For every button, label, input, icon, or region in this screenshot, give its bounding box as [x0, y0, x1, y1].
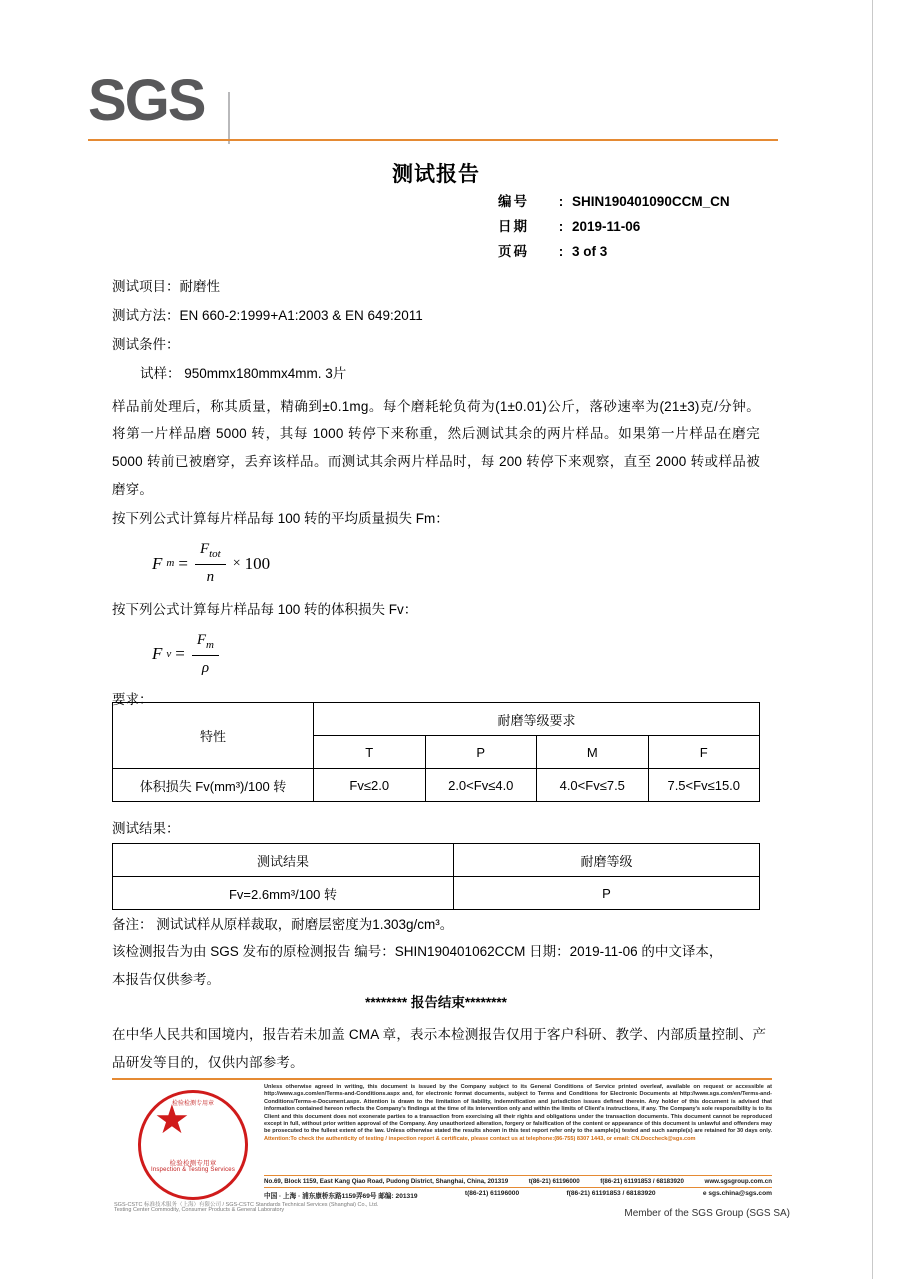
- logo-tick-decoration: [228, 92, 230, 144]
- formula-fv-lhs: F: [152, 643, 163, 663]
- req-row-label: 体积损失 Fv(mm³)/100 转: [113, 769, 314, 802]
- res-header-result: 测试结果: [113, 844, 454, 877]
- table-row: [113, 844, 760, 877]
- table-row: [113, 769, 760, 802]
- stamp-company-line: SGS-CSTC 标准技术服务（上海）有限公司 / SGS-CSTC Standards Technical Services (Shanghai) Co., Ltd.: [114, 1202, 379, 1208]
- address-rule-top: [264, 1175, 772, 1176]
- fine-print-paragraph: Unless otherwise agreed in writing, this document is issued by the Company subject to its General Conditions of Service printed overleaf, available on request or accessible at http://www.sgs.com/en/Terms-and-Conditions.aspx and, for electronic format documents, subject to Terms and Conditions for Electronic Documents at http://www.sgs.com/en/Terms-and-Conditions/Terms-e-Document.aspx. Attention is drawn to the limitation of liability, indemnification and jurisdiction issues defined therein. Any holder of this document is advised that information contained hereon reflects the Company's findings at the time of its intervention only and within the limits of Client's instructions, if any. The Company's sole responsibility is to its Client and this document does not exonerate parties to a transaction from exercising all their rights and obligations under the transaction documents. This document cannot be reproduced except in full, without prior written approval of the Company. Any unauthorized alteration, forgery or falsification of the content or appearance of this document is unlawful and offenders may be prosecuted to the fullest extent of the law. Unless otherwise stated the results shown in this test report refer only to the sample(s) tested and such sample(s) are retained for 30 days only.: [264, 1084, 772, 1135]
- table-row: [113, 703, 760, 736]
- address-en: No.69, Block 1159, East Kang Qiao Road, Pudong District, Shanghai, China, 201319: [264, 1178, 509, 1185]
- res-value-result: Fv=2.6mm³/100 转: [113, 877, 454, 910]
- tel-en: t(86-21) 61196000: [528, 1178, 580, 1185]
- formula2-intro: 按下列公式计算每片样品每 100 转的体积损失 Fv：: [112, 601, 418, 617]
- footer-member-line: Member of the SGS Group (SGS SA): [624, 1208, 790, 1219]
- formula-fm-denominator: n: [206, 569, 215, 586]
- end-of-report-marker: ******** 报告结束********: [365, 995, 507, 1010]
- meta-label-date: 日期: [498, 219, 529, 234]
- req-header-grades: 耐磨等级要求: [314, 703, 760, 736]
- sample-line: 试样： 950mmx180mmx4mm. 3片: [140, 365, 347, 381]
- address-cn: 中国 · 上海 · 浦东康桥东路1159弄69号 邮编: 201319: [264, 1193, 418, 1200]
- formula-fm-num-sub: tot: [209, 548, 221, 561]
- fax-en: f(86-21) 61191853 / 68183920: [600, 1178, 684, 1185]
- header-orange-rule: [88, 139, 778, 141]
- formula-fm-numerator: [195, 538, 226, 565]
- stamp-line-2: Inspection & Testing Services: [150, 1167, 236, 1173]
- formula-fv-lhs-sub: v: [166, 647, 172, 660]
- address-row-en: [264, 1178, 772, 1185]
- remark-line: 备注： 测试试样从原样裁取，耐磨层密度为1.303g/cm³。: [112, 917, 454, 932]
- procedure-paragraph: 样品前处理后，称其质量，精确到±0.1mg。每个磨耗轮负荷为(1±0.01)公斤，落砂速率为(21±3)克/分钟。将第一片样品磨 5000 转，其每 1000 转停下来称重，然后测试其余的两片样品。如果第一片样品在磨完 5000 转前已被磨穿，丢弃该样品。而测试其余两片样品时，每 200 转停下来观察，直至 2000 转或样品被磨穿。: [112, 398, 760, 497]
- document-footer: [112, 1078, 772, 1213]
- req-header-characteristic: 特性: [113, 703, 314, 769]
- formula-fm-lhs-sub: m: [166, 557, 175, 570]
- stamp-center-line: Testing Center Commodity, Consumer Products & General Laboratory: [114, 1207, 285, 1213]
- formula-fm-fraction: [195, 538, 226, 589]
- meta-value-number: SHIN190401090CCM_CN: [572, 194, 730, 209]
- req-value-p: 2.0<Fv≤4.0: [425, 769, 537, 802]
- results-label: 测试结果：: [112, 821, 180, 836]
- meta-label-page: 页码: [498, 244, 529, 259]
- footer-orange-rule: [112, 1078, 772, 1080]
- req-grade-p: P: [425, 736, 537, 769]
- req-grade-t: T: [314, 736, 426, 769]
- meta-row-number: [498, 190, 730, 215]
- res-value-grade: P: [454, 877, 760, 910]
- meta-value-date: 2019-11-06: [572, 219, 641, 234]
- table-row: [113, 877, 760, 910]
- req-grade-f: F: [648, 736, 760, 769]
- res-header-grade: 耐磨等级: [454, 844, 760, 877]
- tel-cn: t(86-21) 61196000: [464, 1190, 520, 1197]
- results-table: [112, 843, 760, 910]
- formula-fm-factor: 100: [244, 553, 271, 573]
- stamp-arc-text: 检验检测专用章: [171, 1101, 214, 1107]
- req-value-m: 4.0<Fv≤7.5: [537, 769, 649, 802]
- fine-print-attention: Attention:To check the authenticity of testing / inspection report & certificate, please contact us at telephone:(86-755) 8307 1443, or email: CN.Doccheck@sgs.com: [264, 1135, 696, 1142]
- sgs-logo: SGS: [88, 68, 205, 133]
- formula-fv-fraction: [192, 629, 219, 680]
- formula-fv-denominator: ρ: [201, 659, 210, 676]
- meta-value-page: 3 of 3: [572, 244, 608, 259]
- address-rule-bottom: [264, 1187, 772, 1188]
- test-conditions-line: 测试条件：: [112, 336, 180, 352]
- formula-fm-num-var: F: [199, 541, 210, 558]
- meta-colon-date: :: [558, 219, 564, 234]
- formula1-intro: 按下列公式计算每片样品每 100 转的平均质量损失 Fm：: [112, 511, 449, 527]
- translation-line-2: 本报告仅供参考。: [112, 972, 220, 987]
- closing-statement: 在中华人民共和国境内，报告若未加盖 CMA 章，表示本检测报告仅用于客户科研、教学、内部质量控制、产品研发等目的，仅供内部参考。: [112, 1027, 767, 1070]
- meta-row-date: [498, 215, 730, 240]
- requirement-table: [112, 702, 760, 802]
- formula-fv-num-sub: m: [206, 638, 214, 651]
- translation-line-1: 该检测报告为由 SGS 发布的原检测报告 编号：SHIN190401062CCM 日期：2019-11-06 的中文译本，: [112, 944, 723, 959]
- meta-row-page: [498, 240, 730, 265]
- requirement-label: 要求：: [112, 691, 153, 707]
- req-value-t: Fv≤2.0: [314, 769, 426, 802]
- fax-cn: f(86-21) 61191853 / 68183920: [566, 1190, 656, 1197]
- meta-colon-page: :: [558, 244, 564, 259]
- meta-colon-number: :: [558, 194, 564, 209]
- meta-label-number: 编号: [498, 194, 529, 209]
- address-row-cn: [264, 1190, 772, 1200]
- page-title: 测试报告: [392, 163, 480, 186]
- formula-fv-num-var: F: [196, 631, 207, 648]
- formula-fm-lhs: F: [152, 553, 163, 573]
- web-en: www.sgsgroup.com.cn: [704, 1178, 772, 1185]
- page-edge-rule: [872, 0, 873, 1279]
- test-method-line: 测试方法：EN 660-2:1999+A1:2003 & EN 649:2011: [112, 307, 423, 323]
- report-meta: [498, 190, 730, 265]
- report-body: [112, 277, 760, 719]
- stamp-line-1: 检验检测专用章: [169, 1160, 217, 1167]
- formula-fv: F v = $\frac{F_m}{\rho}$: [152, 629, 760, 680]
- test-item-line: 测试项目：耐磨性: [112, 279, 220, 294]
- req-value-f: 7.5<Fv≤15.0: [648, 769, 760, 802]
- formula-fm-operator: ×: [232, 556, 241, 572]
- formula-fm: F m = $\frac{F_{tot}}{n}$ × 100: [152, 538, 760, 589]
- formula-fv-numerator: [192, 629, 219, 656]
- email-cn: e sgs.china@sgs.com: [702, 1190, 772, 1197]
- fine-print: [264, 1084, 772, 1143]
- req-grade-m: M: [537, 736, 649, 769]
